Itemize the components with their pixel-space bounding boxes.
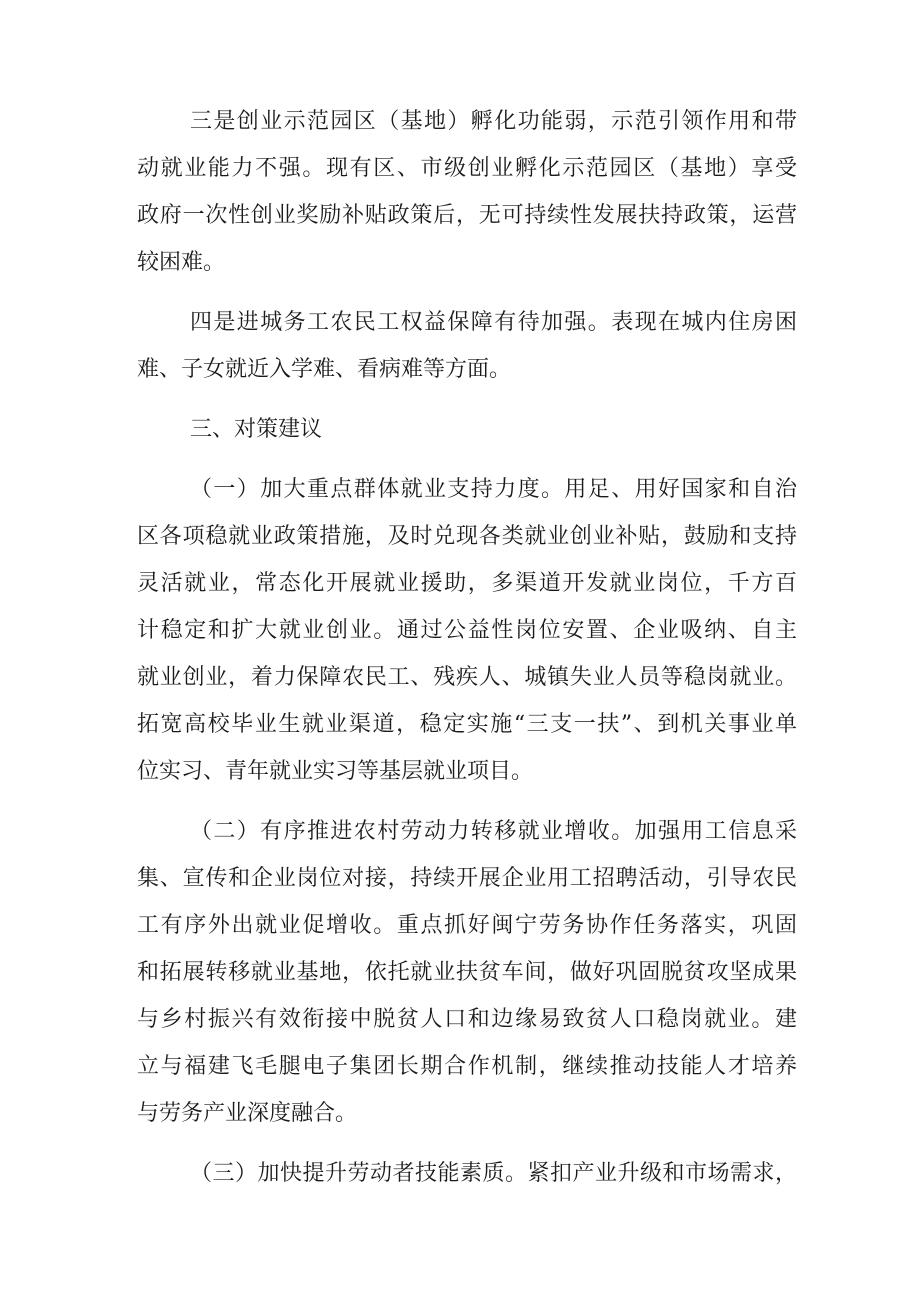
paragraph-4-line-7: 位实习、青年就业实习等基层就业项目。 <box>137 759 534 784</box>
paragraph-1-line-2: 动就业能力不强。现有区、市级创业孵化示范园区（基地）享受 <box>137 156 797 181</box>
section-heading: 三、对策建议 <box>190 417 323 442</box>
paragraph-4-line-1: （一）加大重点群体就业支持力度。用足、用好国家和自治 <box>190 477 797 502</box>
paragraph-4-line-4: 计稳定和扩大就业创业。通过公益性岗位安置、企业吸纳、自主 <box>137 618 797 643</box>
paragraph-2-line-1: 四是进城务工农民工权益保障有待加强。表现在城内住房困 <box>190 310 797 335</box>
paragraph-5-line-6: 立与福建飞毛腿电子集团长期合作机制，继续推动技能人才培养 <box>137 1054 797 1079</box>
paragraph-2-line-2: 难、子女就近入学难、看病难等方面。 <box>137 357 512 382</box>
paragraph-1-line-3: 政府一次性创业奖励补贴政策后，无可持续性发展扶持政策，运营 <box>137 203 797 228</box>
paragraph-1-line-4: 较困难。 <box>137 250 226 275</box>
paragraph-4-line-5: 就业创业，着力保障农民工、残疾人、城镇失业人员等稳岗就业。 <box>137 665 797 690</box>
paragraph-5-line-2: 集、宣传和企业岗位对接，持续开展企业用工招聘活动，引导农民 <box>137 866 797 891</box>
paragraph-5-line-7: 与劳务产业深度融合。 <box>137 1101 358 1126</box>
paragraph-5-line-3: 工有序外出就业促增收。重点抓好闽宁劳务协作任务落实，巩固 <box>137 913 797 938</box>
paragraph-1-line-1: 三是创业示范园区（基地）孵化功能弱，示范引领作用和带 <box>190 109 797 134</box>
paragraph-4-line-6: 拓宽高校毕业生就业渠道，稳定实施“三支一扶”、到机关事业单 <box>137 712 797 737</box>
paragraph-4-line-3: 灵活就业，常态化开展就业援助，多渠道开发就业岗位，千方百 <box>137 571 797 596</box>
paragraph-4-line-2: 区各项稳就业政策措施，及时兑现各类就业创业补贴，鼓励和支持 <box>137 524 797 549</box>
paragraph-6-line-1: （三）加快提升劳动者技能素质。紧扣产业升级和市场需求， <box>190 1161 797 1186</box>
paragraph-5-line-5: 与乡村振兴有效衔接中脱贫人口和边缘易致贫人口稳岗就业。建 <box>137 1007 797 1032</box>
paragraph-5-line-1: （二）有序推进农村劳动力转移就业增收。加强用工信息采 <box>190 819 797 844</box>
paragraph-5-line-4: 和拓展转移就业基地，依托就业扶贫车间，做好巩固脱贫攻坚成果 <box>137 960 797 985</box>
